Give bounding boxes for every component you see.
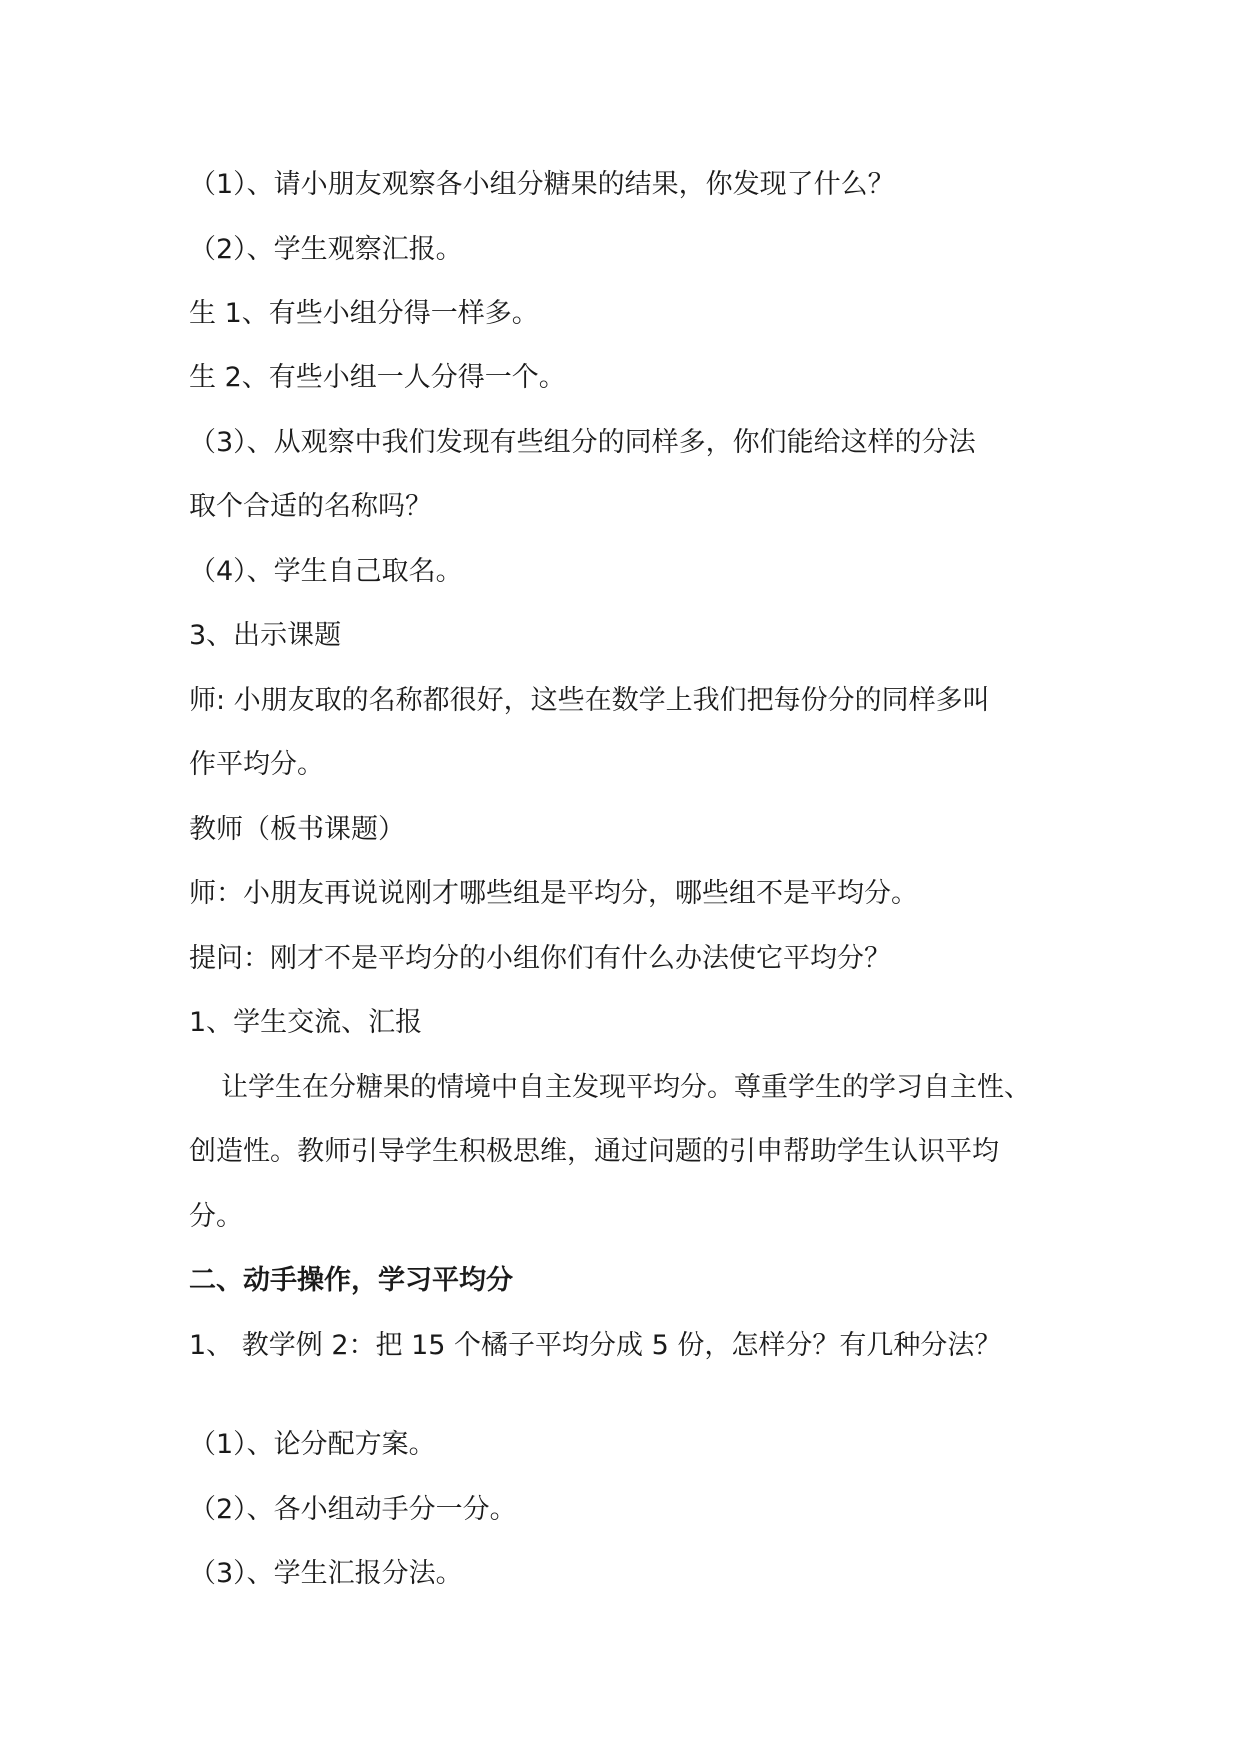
text-line: 作平均分。: [189, 749, 324, 780]
text-line: （2）、学生观察汇报。: [189, 234, 463, 265]
text-line: （4）、学生自己取名。: [189, 556, 463, 587]
text-line: 师：小朋友再说说刚才哪些组是平均分，哪些组不是平均分。: [189, 878, 918, 909]
text-line: （1）、论分配方案。: [189, 1429, 436, 1460]
text-line: 师: 小朋友取的名称都很好，这些在数学上我们把每份分的同样多叫: [189, 685, 990, 716]
paragraph-line: 分。: [189, 1201, 243, 1232]
text-line: 提问：刚才不是平均分的小组你们有什么办法使它平均分？: [189, 943, 891, 974]
section-heading: 3、出示课题: [189, 620, 342, 651]
paragraph-line: 让学生在分糖果的情境中自主发现平均分。尊重学生的学习自主性、: [221, 1072, 1031, 1103]
text-line: 教师（板书课题）: [189, 814, 405, 845]
text-line: （3）、学生汇报分法。: [189, 1558, 463, 1589]
text-line: （2）、各小组动手分一分。: [189, 1494, 517, 1525]
text-line: 生 1、有些小组分得一样多。: [189, 298, 539, 329]
paragraph-line: 创造性。教师引导学生积极思维，通过问题的引申帮助学生认识平均: [189, 1136, 999, 1167]
text-line: （1）、请小朋友观察各小组分糖果的结果，你发现了什么？: [189, 169, 895, 200]
text-line: 1、 教学例 2：把 15 个橘子平均分成 5 份，怎样分？有几种分法？: [189, 1330, 1002, 1361]
text-line: 取个合适的名称吗？: [189, 491, 432, 522]
text-line: 生 2、有些小组一人分得一个。: [189, 362, 566, 393]
text-line: （3）、从观察中我们发现有些组分的同样多，你们能给这样的分法: [189, 427, 976, 458]
section-heading: 二、动手操作，学习平均分: [189, 1265, 513, 1296]
text-line: 1、学生交流、汇报: [189, 1007, 423, 1038]
